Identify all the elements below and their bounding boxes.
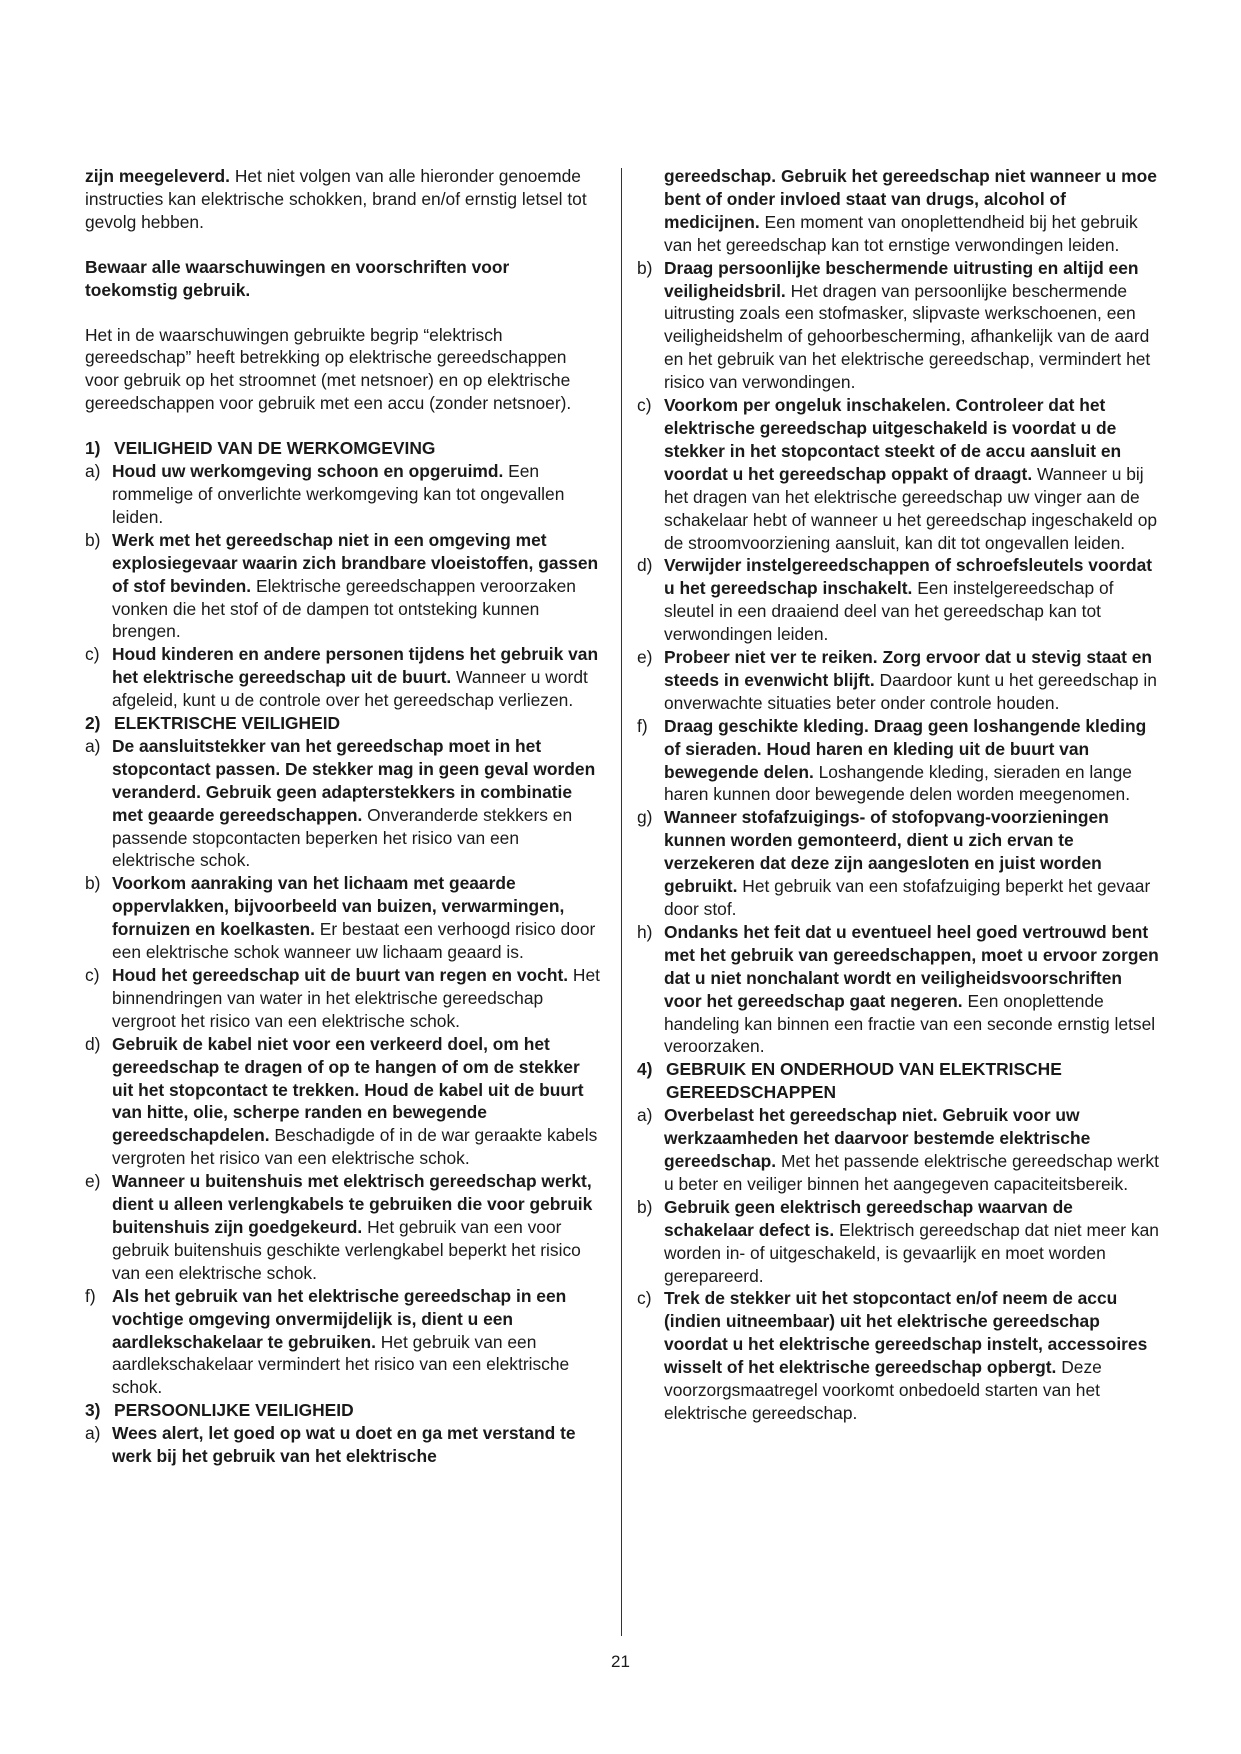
- list-item: d) Verwijder instelgereedschappen of schroefsleutels voordat u het gereedschap inschakelt. Een instelgereedschap of sleutel in een draaiend deel van het gereedschap kan tot verwondingen leiden.: [637, 555, 1153, 645]
- section-4-items: [637, 1104, 1162, 1425]
- list-item: e) Wanneer u buitenshuis met elektrisch gereedschap werkt, dient u alleen verlengkabels te gebruiken die voor gebruik buitenshuis zijn goedgekeurd. Het gebruik van een voor gebruik buitenshuis geschikte verlengkabel beperkt het risico van een elektrische schok.: [85, 1171, 593, 1283]
- list-item: f) Als het gebruik van het elektrische gereedschap in een vochtige omgeving onvermijdelijk is, dient u een aardlekschakelaar te gebruiken. Het gebruik van een aardlekschakelaar vermindert het risico van een elektrische schok.: [85, 1285, 570, 1398]
- column-divider: [621, 168, 622, 1636]
- list-item: a) De aansluitstekker van het gereedschap moet in het stopcontact passen. De stekker mag in geen geval worden veranderd. Gebruik geen adapterstekkers in combinatie met geaarde gereedschappen. Onveranderde stekkers en passende stopcontacten beperken het risico van een elektrische schok.: [85, 735, 596, 871]
- list-item: a) Overbelast het gereedschap niet. Gebruik voor uw werkzaamheden het daarvoor bestemde elektrische gereedschap. Met het passende elektrische gereedschap werkt u beter en veiliger binnen het aangegeven capaciteitsbereik.: [637, 1105, 1159, 1194]
- list-item: e) Probeer niet ver te reiken. Zorg ervoor dat u stevig staat en steeds in evenwicht blijft. Daardoor kunt u het gereedschap in onverwachte situaties beter onder controle houden.: [637, 647, 1157, 713]
- definition-paragraph: Het in de waarschuwingen gebruikte begrip “elektrisch gereedschap” heeft betrekking op elektrische gereedschappen voor gebruik op het stroomnet (met netsnoer) en op elektrische gereedschappen voor gebruik met een accu (zonder netsnoer).: [85, 324, 572, 414]
- list-item: b) Werk met het gereedschap niet in een omgeving met explosiegevaar waarin zich brandbare vloeistoffen, gassen of stof bevinden. Elektrische gereedschappen veroorzaken vonken die het stof of de dampen tot ontsteking kunnen brengen.: [85, 529, 599, 642]
- keep-instructions-note: Bewaar alle waarschuwingen en voorschriften voor toekomstig gebruik.: [85, 256, 510, 300]
- list-item: f) Draag geschikte kleding. Draag geen loshangende kleding of sieraden. Houd haren en kleding uit de buurt van bewegende delen. Loshangende kleding, sieraden en lange haren kunnen door bewegende delen worden meegenomen.: [637, 715, 1147, 805]
- section-1-items: [85, 460, 605, 712]
- list-item: a) Wees alert, let goed op wat u doet en ga met verstand te werk bij het gebruik van het elektrische: [85, 1423, 576, 1467]
- right-column: [637, 165, 1162, 1425]
- list-item: b) Voorkom aanraking van het lichaam met geaarde oppervlakken, bijvoorbeeld van buizen, verwarmingen, fornuizen en koelkasten. Er bestaat een verhoogd risico door een elektrische schok wanneer uw lichaam geaard is.: [85, 873, 596, 963]
- list-item: c) Trek de stekker uit het stopcontact en/of neem de accu (indien uitneembaar) uit het elektrische gereedschap voordat u het elektrische gereedschap instelt, accessoires wisselt of het elektrische gereedschap opbergt. Deze voorzorgsmaatregel voorkomt onbedoeld starten van het elektrische gereedschap.: [637, 1288, 1148, 1423]
- list-item: b) Gebruik geen elektrisch gereedschap waarvan de schakelaar defect is. Elektrisch gereedschap dat niet meer kan worden in- of uitgeschakeld, is gevaarlijk en moet worden gerepareerd.: [637, 1196, 1159, 1286]
- list-item: b) Draag persoonlijke beschermende uitrusting en altijd een veiligheidsbril. Het dragen van persoonlijke beschermende uitrusting zoals een stofmasker, slipvaste werkschoenen, een veiligheidshelm of gehoorbescherming, afhankelijk van de aard en het gebruik van het elektrische gereedschap, vermindert het risico van verwondingen.: [637, 257, 1151, 393]
- page-number: 21: [611, 1652, 630, 1671]
- list-item: c) Houd kinderen en andere personen tijdens het gebruik van het elektrische gereedschap uit de buurt. Wanneer u wordt afgeleid, kunt u de controle over het gereedschap verliezen.: [85, 644, 599, 711]
- section-2-items: [85, 735, 605, 1399]
- section-heading-2: 2) ELEKTRISCHE VEILIGHEID: [85, 713, 341, 734]
- list-item: c) Voorkom per ongeluk inschakelen. Controleer dat het elektrische gereedschap uitgeschakeld is voordat u de stekker in het stopcontact steekt of de accu aansluit en voordat u het gereedschap oppakt of draagt. Wanneer u bij het dragen van het elektrische gereedschap uw vinger aan de schakelaar hebt of wanneer u het gereedschap ingeschakeld op de stroomvoorziening aansluit, kan dit tot ongevallen leiden.: [637, 395, 1158, 553]
- list-item: c) Houd het gereedschap uit de buurt van regen en vocht. Het binnendringen van water in het elektrische gereedschap vergroot het risico van een elektrische schok.: [85, 965, 600, 1031]
- section-heading-3: 3) PERSOONLIJKE VEILIGHEID: [85, 1400, 354, 1421]
- intro-paragraph: zijn meegeleverd. Het niet volgen van alle hieronder genoemde instructies kan elektrische schokken, brand en/of ernstig letsel tot gevolg hebben.: [85, 166, 587, 232]
- section-3-items: [85, 1422, 605, 1468]
- left-column: [85, 165, 605, 1468]
- section-3-items-continued: [637, 257, 1162, 1059]
- list-item-continued: gereedschap. Gebruik het gereedschap niet wanneer u moe bent of onder invloed staat van drugs, alcohol of medicijnen. Een moment van onoplettendheid bij het gebruik van het gereedschap kan tot ernstige verwondingen leiden.: [664, 166, 1157, 255]
- section-heading-1: 1) VEILIGHEID VAN DE WERKOMGEVING: [85, 438, 436, 459]
- list-item: h) Ondanks het feit dat u eventueel heel goed vertrouwd bent met het gebruik van gereedschappen, moet u ervoor zorgen dat u niet nonchalant wordt en veiligheidsvoorschriften voor het gereedschap gaat negeren. Een onoplettende handeling kan binnen een fractie van een seconde ernstig letsel veroorzaken.: [637, 921, 1159, 1057]
- list-item: g) Wanneer stofafzuigings- of stofopvang-voorzieningen kunnen worden gemonteerd, dient u zich ervan te verzekeren dat deze zijn aangesloten en juist worden gebruikt. Het gebruik van een stofafzuiging beperkt het gevaar door stof.: [637, 807, 1151, 919]
- section-heading-4: 4) GEBRUIK EN ONDERHOUD VAN ELEKTRISCHE GEREEDSCHAPPEN: [637, 1059, 1062, 1103]
- list-item: d) Gebruik de kabel niet voor een verkeerd doel, om het gereedschap te dragen of op te hangen of om de stekker uit het stopcontact te trekken. Houd de kabel uit de buurt van hitte, olie, scherpe randen en bewegende gereedschapdelen. Beschadigde of in de war geraakte kabels vergroten het risico van een elektrische schok.: [85, 1033, 598, 1169]
- list-item: a) Houd uw werkomgeving schoon en opgeruimd. Een rommelige of onverlichte werkomgeving kan tot ongevallen leiden.: [85, 461, 565, 527]
